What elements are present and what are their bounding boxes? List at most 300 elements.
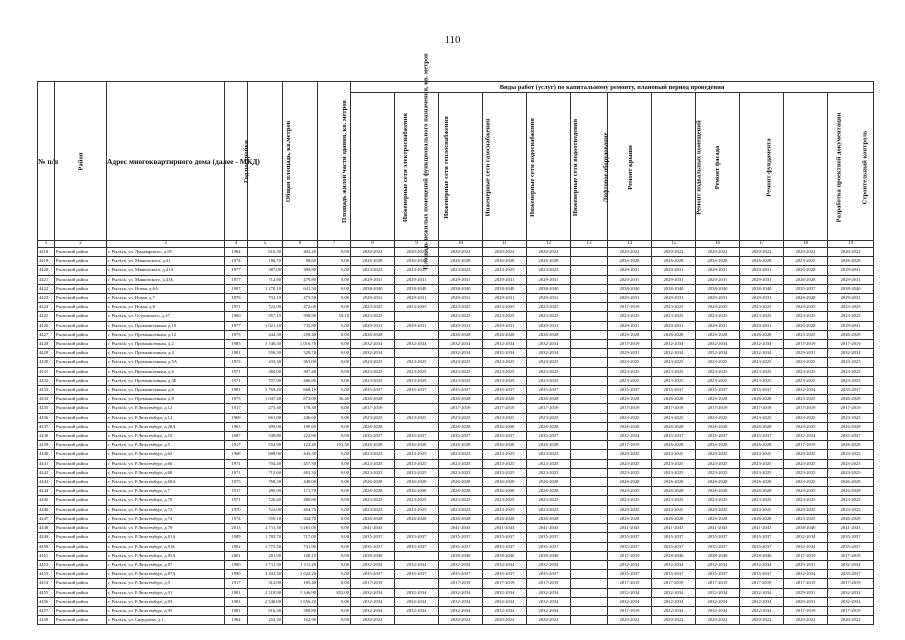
table-cell: 2026-2028	[439, 487, 483, 496]
table-cell: 2035-2037	[828, 432, 874, 441]
table-cell: 2023-2025	[740, 496, 784, 505]
table-cell: 2017-2019	[608, 551, 652, 560]
table-cell: 2023-2025	[351, 303, 395, 312]
table-cell: 2026-2028	[828, 514, 874, 523]
table-cell: 735,80	[283, 321, 318, 330]
table-cell: Рыльский район	[55, 294, 107, 303]
table-cell: Рыльский район	[55, 376, 107, 385]
table-cell: г. Рыльск, ул. Р.Люксембург, д.93	[107, 597, 225, 606]
table-cell: 2023-2025	[784, 450, 828, 459]
table-cell: 2035-2037	[439, 386, 483, 395]
table-row	[38, 597, 874, 606]
table-cell: 2023-2025	[351, 413, 395, 422]
table-cell: 2023-2025	[696, 358, 740, 367]
table-cell: 2023-2025	[696, 505, 740, 514]
table-cell: 2023-2025	[696, 303, 740, 312]
table-cell: 0,00	[318, 570, 351, 579]
table-cell: 1990	[225, 570, 248, 579]
header-work-basement: Ремонт подвальных помещений	[652, 93, 696, 241]
table-cell: 2029-2031	[439, 294, 483, 303]
table-row	[38, 294, 874, 303]
table-cell: 2026-2028	[696, 514, 740, 523]
table-cell: 2032-2034	[483, 340, 527, 349]
table-cell	[571, 551, 608, 560]
table-cell: 2023-2025	[740, 303, 784, 312]
table-cell: 2017-2019	[828, 340, 874, 349]
header-work-heating: Инженерные сети теплоснабжения	[395, 93, 439, 241]
table-cell: 1 785,70	[248, 533, 283, 542]
table-cell: 2026-2028	[740, 487, 784, 496]
table-cell: 2026-2028	[439, 422, 483, 431]
table-cell: 2035-2037	[740, 533, 784, 542]
table-cell: 2032-2034	[439, 606, 483, 615]
table-cell: г. Рыльск, ул. Новая, д.8	[107, 303, 225, 312]
table-cell: 2023-2025	[828, 413, 874, 422]
table-cell: 2023-2025	[828, 312, 874, 321]
table-cell: 2026-2028	[527, 395, 571, 404]
table-cell: 2035-2037	[527, 386, 571, 395]
column-number-row	[38, 241, 874, 248]
table-cell: Рыльский район	[55, 570, 107, 579]
table-cell: 2029-2031	[828, 275, 874, 284]
table-cell: 2038-2040	[608, 284, 652, 293]
table-cell: 4451	[38, 551, 55, 560]
table-cell: 479,80	[283, 275, 318, 284]
table-cell: Рыльский район	[55, 579, 107, 588]
header-work-supervision: Строительный контроль	[828, 93, 874, 241]
table-cell: 2017-2019	[784, 340, 828, 349]
table-cell	[571, 560, 608, 569]
table-cell: 4423	[38, 294, 55, 303]
table-cell: 2023-2025	[439, 266, 483, 275]
table-cell: 2023-2025	[828, 450, 874, 459]
table-cell: 2029-2031	[527, 275, 571, 284]
table-cell: 2023-2025	[527, 303, 571, 312]
table-cell: Рыльский район	[55, 413, 107, 422]
table-cell: 1 016,70	[283, 340, 318, 349]
table-cell: 2041-2043	[608, 524, 652, 533]
table-cell: 446,60	[283, 413, 318, 422]
table-cell: Рыльский район	[55, 275, 107, 284]
table-cell: 549,80	[248, 432, 283, 441]
table-cell: 2026-2028	[696, 487, 740, 496]
table-cell: 2041-2043	[740, 524, 784, 533]
table-cell: 0,00	[318, 367, 351, 376]
table-row	[38, 579, 874, 588]
table-cell: 2029-2031	[527, 321, 571, 330]
table-cell: 2023-2025	[784, 358, 828, 367]
table-cell: 1 270,10	[248, 284, 283, 293]
table-cell: 673,00	[283, 395, 318, 404]
table-row	[38, 422, 874, 431]
table-cell	[395, 579, 439, 588]
table-row	[38, 588, 874, 597]
table-cell: 2023-2025	[483, 266, 527, 275]
table-cell: 2023-2025	[740, 376, 784, 385]
table-cell: 2020-2022	[608, 616, 652, 625]
column-number: 15	[652, 241, 696, 248]
table-cell: 2023-2025	[351, 358, 395, 367]
table-cell: 2032-2034	[439, 588, 483, 597]
table-cell: 2023-2025	[608, 450, 652, 459]
table-cell: 463,30	[283, 468, 318, 477]
table-cell: Рыльский район	[55, 606, 107, 615]
table-cell: г. Рыльск, ул. Промышленная, д.5А	[107, 358, 225, 367]
table-cell: 4440	[38, 450, 55, 459]
table-cell: 2029-2031	[351, 294, 395, 303]
table-cell: 0,00	[318, 496, 351, 505]
table-cell: 2032-2034	[527, 597, 571, 606]
table-cell: 2038-2040	[395, 284, 439, 293]
table-cell: 4425	[38, 312, 55, 321]
table-cell: 0,00	[318, 487, 351, 496]
table-cell: 2029-2031	[351, 321, 395, 330]
table-cell: 1981	[225, 349, 248, 358]
table-cell: 2026-2028	[652, 330, 696, 339]
table-cell: 2023-2025	[608, 487, 652, 496]
table-cell: 661,00	[248, 413, 283, 422]
table-cell: 2032-2034	[828, 588, 874, 597]
table-cell: г. Рыльск, ул. Р.Люксембург, д.7	[107, 487, 225, 496]
table-cell: 2032-2034	[696, 349, 740, 358]
table-cell: 4429	[38, 349, 55, 358]
table-cell	[571, 248, 608, 257]
table-cell	[571, 284, 608, 293]
table-cell: 2023-2025	[740, 468, 784, 477]
table-cell: г. Рыльск, ул. Р.Люксембург, д.55	[107, 432, 225, 441]
table-cell: 2035-2037	[652, 533, 696, 542]
table-cell: 2023-2025	[828, 459, 874, 468]
table-cell: 2035-2037	[395, 432, 439, 441]
table-cell: Рыльский район	[55, 533, 107, 542]
table-cell: 2023-2025	[652, 450, 696, 459]
header-year: Год постройки	[225, 82, 248, 241]
table-cell: 554,90	[248, 441, 283, 450]
table-row	[38, 358, 874, 367]
table-cell: 2020-2022	[608, 248, 652, 257]
table-cell: 2038-2040	[439, 551, 483, 560]
table-cell	[571, 450, 608, 459]
table-cell: 4426	[38, 321, 55, 330]
table-cell: 2029-2031	[483, 275, 527, 284]
table-cell: Рыльский район	[55, 459, 107, 468]
table-cell: 1971	[225, 367, 248, 376]
table-cell: 1969	[225, 413, 248, 422]
table-cell: 2032-2034	[740, 560, 784, 569]
table-cell: 717,00	[283, 533, 318, 542]
table-cell: 2026-2028	[740, 478, 784, 487]
table-cell: 1987	[225, 432, 248, 441]
page-number: 110	[444, 34, 461, 46]
table-cell: 4455	[38, 588, 55, 597]
table-cell: 1971	[225, 303, 248, 312]
table-cell: 2029-2031	[652, 266, 696, 275]
header-work-gas: Инженерные сети газоснабжения	[439, 93, 483, 241]
table-cell: г. Рыльск, ул. Р.Люксембург, д.72	[107, 505, 225, 514]
table-cell: 2023-2025	[608, 505, 652, 514]
table-cell: 4435	[38, 404, 55, 413]
table-cell: 2 711,30	[248, 524, 283, 533]
column-number: 12	[527, 241, 571, 248]
table-cell: 168,10	[283, 551, 318, 560]
table-cell: 2035-2037	[828, 533, 874, 542]
table-cell: 2029-2031	[828, 294, 874, 303]
table-cell	[571, 266, 608, 275]
table-cell: 1974	[225, 257, 248, 266]
table-cell: 2035-2037	[828, 570, 874, 579]
table-cell: 2032-2034	[784, 533, 828, 542]
table-cell: 2023-2025	[395, 303, 439, 312]
table-cell: 2026-2028	[608, 514, 652, 523]
table-cell: 2035-2037	[696, 533, 740, 542]
table-cell: 2035-2037	[351, 386, 395, 395]
table-cell: 433,30	[248, 358, 283, 367]
table-cell: 2023-2025	[483, 468, 527, 477]
table-cell: 2023-2025	[828, 303, 874, 312]
table-cell: г. Рыльск, ул. Промышленная, д.8	[107, 395, 225, 404]
table-cell: 2029-2031	[652, 275, 696, 284]
table-cell: 2023-2025	[527, 468, 571, 477]
table-cell: 2023-2025	[439, 358, 483, 367]
table-row	[38, 478, 874, 487]
table-cell: г. Рыльск, ул. Промышленная, д.6	[107, 386, 225, 395]
table-cell	[571, 358, 608, 367]
table-cell: 2023-2025	[439, 367, 483, 376]
table-cell: 1 711,30	[248, 560, 283, 569]
table-cell: 2032-2034	[527, 606, 571, 615]
table-cell: 2017-2019	[608, 441, 652, 450]
table-cell: 2029-2031	[608, 294, 652, 303]
table-cell: г. Рыльск, ул. Промышленная, д.12	[107, 330, 225, 339]
table-cell: 2023-2025	[439, 459, 483, 468]
column-number: 10	[439, 241, 483, 248]
table-cell: 2032-2034	[351, 340, 395, 349]
table-cell: 2032-2034	[608, 560, 652, 569]
table-cell: 610,30	[248, 248, 283, 257]
table-cell: 0,00	[318, 450, 351, 459]
table-cell: 2020-2022	[828, 248, 874, 257]
table-cell: 4437	[38, 422, 55, 431]
column-number: 3	[107, 241, 225, 248]
table-cell: 0,00	[318, 459, 351, 468]
table-cell: 0,00	[318, 579, 351, 588]
table-cell: 0,00	[318, 266, 351, 275]
table-cell: 101,30	[318, 441, 351, 450]
table-cell: 2023-2025	[608, 376, 652, 385]
column-number: 11	[483, 241, 527, 248]
table-row	[38, 266, 874, 275]
table-cell: 59,10	[318, 312, 351, 321]
table-cell	[571, 478, 608, 487]
header-num: № п/п	[38, 82, 55, 241]
table-cell: г. Рыльск, ул. Маяковского, д.41Б	[107, 275, 225, 284]
table-cell: 1 622,20	[283, 570, 318, 579]
table-cell: 2023-2025	[608, 367, 652, 376]
table-cell: г. Рыльск, ул. Р.Люксембург, д.14	[107, 413, 225, 422]
table-cell: 2023-2025	[483, 505, 527, 514]
table-row	[38, 367, 874, 376]
table-cell: 280,90	[248, 487, 283, 496]
table-cell: 2023-2025	[828, 468, 874, 477]
table-cell: 4431	[38, 367, 55, 376]
table-cell: 2017-2019	[608, 606, 652, 615]
table-cell: Рыльский район	[55, 404, 107, 413]
table-cell: 4446	[38, 505, 55, 514]
table-cell: 2041-2043	[527, 524, 571, 533]
table-cell: 2023-2025	[784, 395, 828, 404]
table-cell: 2023-2025	[784, 376, 828, 385]
table-cell: 2023-2025	[784, 367, 828, 376]
table-cell: 2026-2028	[395, 514, 439, 523]
table-cell: 2023-2025	[483, 358, 527, 367]
table-cell: 2023-2025	[784, 478, 828, 487]
table-cell: 2023-2025	[483, 459, 527, 468]
table-cell: 2029-2031	[740, 275, 784, 284]
column-number: 2	[55, 241, 107, 248]
table-cell: 2029-2031	[351, 275, 395, 284]
table-cell: 2032-2034	[483, 560, 527, 569]
table-cell: г. Рыльск, ул. Новая, д.7	[107, 294, 225, 303]
table-cell	[571, 330, 608, 339]
table-cell: 1992	[225, 542, 248, 551]
table-row	[38, 376, 874, 385]
table-cell: 2026-2028	[652, 487, 696, 496]
table-cell	[395, 404, 439, 413]
table-cell: 0,00	[318, 330, 351, 339]
table-cell: 2023-2025	[395, 376, 439, 385]
table-cell: 2026-2028	[395, 441, 439, 450]
table-cell: Рыльский район	[55, 450, 107, 459]
table-cell: 2026-2028	[351, 441, 395, 450]
table-cell: 445,30	[283, 450, 318, 459]
table-cell	[571, 386, 608, 395]
table-cell: 2023-2025	[696, 312, 740, 321]
table-cell: 2023-2025	[351, 468, 395, 477]
table-row	[38, 505, 874, 514]
table-cell: 2017-2019	[828, 606, 874, 615]
table-cell: 2020-2022	[351, 616, 395, 625]
table-cell: Рыльский район	[55, 349, 107, 358]
table-cell: 2029-2031	[696, 294, 740, 303]
table-cell: 1981	[225, 597, 248, 606]
table-cell: 2020-2022	[439, 248, 483, 257]
table-cell: 2023-2025	[784, 330, 828, 339]
table-cell: 2023-2025	[784, 303, 828, 312]
table-cell: 1917	[225, 441, 248, 450]
table-cell: 2035-2037	[652, 386, 696, 395]
table-cell: 2029-2031	[784, 597, 828, 606]
table-cell: 457,30	[283, 459, 318, 468]
table-cell: 402,20	[283, 248, 318, 257]
table-cell	[571, 376, 608, 385]
table-cell	[571, 468, 608, 477]
table-cell	[395, 395, 439, 404]
table-cell: Рыльский район	[55, 284, 107, 293]
table-cell: 2023-2025	[652, 376, 696, 385]
table-cell: Рыльский район	[55, 551, 107, 560]
table-cell: Рыльский район	[55, 395, 107, 404]
table-cell: 2032-2034	[740, 340, 784, 349]
table-cell: 768,30	[248, 478, 283, 487]
table-cell: Рыльский район	[55, 478, 107, 487]
table-cell: 2032-2034	[439, 560, 483, 569]
table-cell: г. Рыльск, ул. Р.Люксембург, д.87	[107, 560, 225, 569]
table-cell: 2023-2025	[828, 505, 874, 514]
table-cell	[571, 367, 608, 376]
table-cell	[571, 570, 608, 579]
table-cell: 2026-2028	[740, 441, 784, 450]
table-cell: 2023-2025	[351, 450, 395, 459]
table-cell: 2032-2034	[395, 588, 439, 597]
table-cell: 732,10	[248, 294, 283, 303]
table-cell: 2026-2028	[483, 514, 527, 523]
table-cell: 1974	[225, 514, 248, 523]
table-cell: 2026-2028	[351, 487, 395, 496]
header-works-group: Виды работ (услуг) по капитальному ремонту, плановый период проведения	[351, 82, 874, 93]
table-cell: 2032-2034	[652, 588, 696, 597]
table-cell: 4444	[38, 487, 55, 496]
column-number: 16	[696, 241, 740, 248]
table-cell: 2035-2037	[784, 284, 828, 293]
table-cell: 2026-2028	[608, 257, 652, 266]
table-cell: 1975	[225, 478, 248, 487]
table-row	[38, 257, 874, 266]
table-cell: 2023-2025	[652, 303, 696, 312]
table-cell	[395, 312, 439, 321]
table-cell: 1975	[225, 395, 248, 404]
table-cell: 1975	[225, 330, 248, 339]
table-cell: 2038-2040	[784, 524, 828, 533]
table-cell: 36,40	[318, 395, 351, 404]
table-cell: 2023-2025	[740, 312, 784, 321]
table-cell: 2026-2028	[527, 330, 571, 339]
table-cell: 2026-2028	[483, 478, 527, 487]
table-cell: 0,00	[318, 505, 351, 514]
table-cell: 2035-2037	[652, 570, 696, 579]
table-cell: 2035-2037	[608, 570, 652, 579]
table-cell: 2032-2034	[740, 349, 784, 358]
table-cell: 1989	[225, 533, 248, 542]
header-work-electric: Инженерные сети электроснабжения	[351, 93, 395, 241]
table-cell: 1977	[225, 321, 248, 330]
table-cell: 616,30	[248, 606, 283, 615]
table-row	[38, 330, 874, 339]
table-cell: 2035-2037	[527, 570, 571, 579]
table-cell: 4456	[38, 597, 55, 606]
table-cell: 2023-2025	[652, 312, 696, 321]
table-cell: 2023-2025	[608, 312, 652, 321]
table-cell: 2032-2034	[696, 597, 740, 606]
table-cell: 2026-2028	[527, 487, 571, 496]
table-cell: 2001	[225, 551, 248, 560]
table-cell: 2032-2034	[527, 588, 571, 597]
table-cell: 2017-2019	[483, 579, 527, 588]
table-row	[38, 303, 874, 312]
table-cell: 641,50	[283, 284, 318, 293]
table-cell: 2026-2028	[395, 478, 439, 487]
table-cell: г. Рыльск, ул. Р.Люксембург, д.70	[107, 496, 225, 505]
table-row	[38, 386, 874, 395]
table-row	[38, 312, 874, 321]
table-cell: 2023-2025	[483, 496, 527, 505]
table-cell: 1977	[225, 266, 248, 275]
table-cell: 4441	[38, 459, 55, 468]
table-cell: 2038-2040	[652, 284, 696, 293]
table-cell	[571, 616, 608, 625]
table-cell: 2023-2025	[527, 358, 571, 367]
table-cell: 2023-2025	[652, 496, 696, 505]
table-cell: 2017-2019	[351, 404, 395, 413]
